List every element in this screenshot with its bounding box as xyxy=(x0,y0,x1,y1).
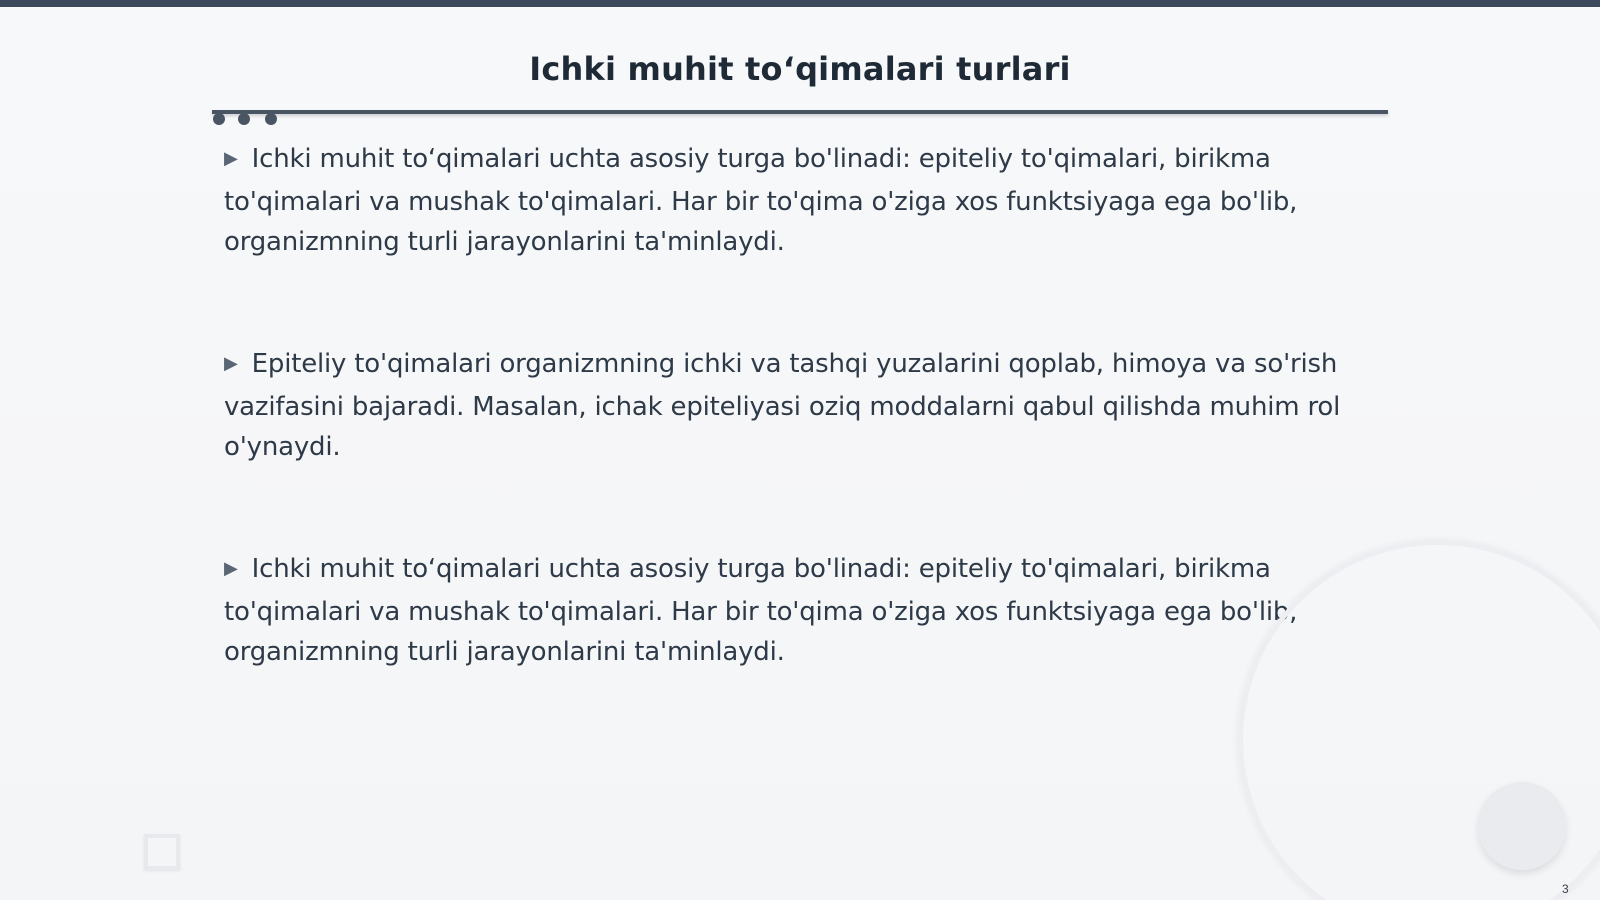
triangle-bullet-icon: ▶ xyxy=(224,558,238,579)
decorative-square xyxy=(144,834,180,870)
title-underline xyxy=(212,110,1388,114)
top-accent-bar xyxy=(0,0,1600,7)
decorative-dot xyxy=(213,113,225,125)
bullet-paragraph xyxy=(224,549,1354,672)
slide-body xyxy=(224,139,1354,754)
decorative-dot xyxy=(265,113,277,125)
bullet-text: Ichki muhit to‘qimalari uchta asosiy turga bo'linadi: epiteliy to'qimalari, birikma to'qimalari va mushak to'qimalari. Har bir to'qima o'ziga xos funktsiyaga ega bo'lib, organizmning turli jarayonlarini ta'minlaydi. xyxy=(224,144,1298,257)
bullet-paragraph xyxy=(224,139,1354,262)
decorative-circle xyxy=(1478,782,1566,870)
decorative-dot xyxy=(238,113,250,125)
bullet-text: Ichki muhit to‘qimalari uchta asosiy turga bo'linadi: epiteliy to'qimalari, birikma to'qimalari va mushak to'qimalari. Har bir to'qima o'ziga xos funktsiyaga ega bo'lib, organizmning turli jarayonlarini ta'minlaydi. xyxy=(224,554,1298,667)
bullet-paragraph xyxy=(224,344,1354,467)
page-number: 3 xyxy=(1562,882,1569,896)
slide-title: Ichki muhit to‘qimalari turlari xyxy=(529,50,1071,88)
triangle-bullet-icon: ▶ xyxy=(224,353,238,374)
bullet-text: Epiteliy to'qimalari organizmning ichki va tashqi yuzalarini qoplab, himoya va so'rish vazifasini bajaradi. Masalan, ichak epiteliyasi oziq moddalarni qabul qilishda muhim rol o'ynaydi. xyxy=(224,349,1341,462)
triangle-bullet-icon: ▶ xyxy=(224,148,238,169)
